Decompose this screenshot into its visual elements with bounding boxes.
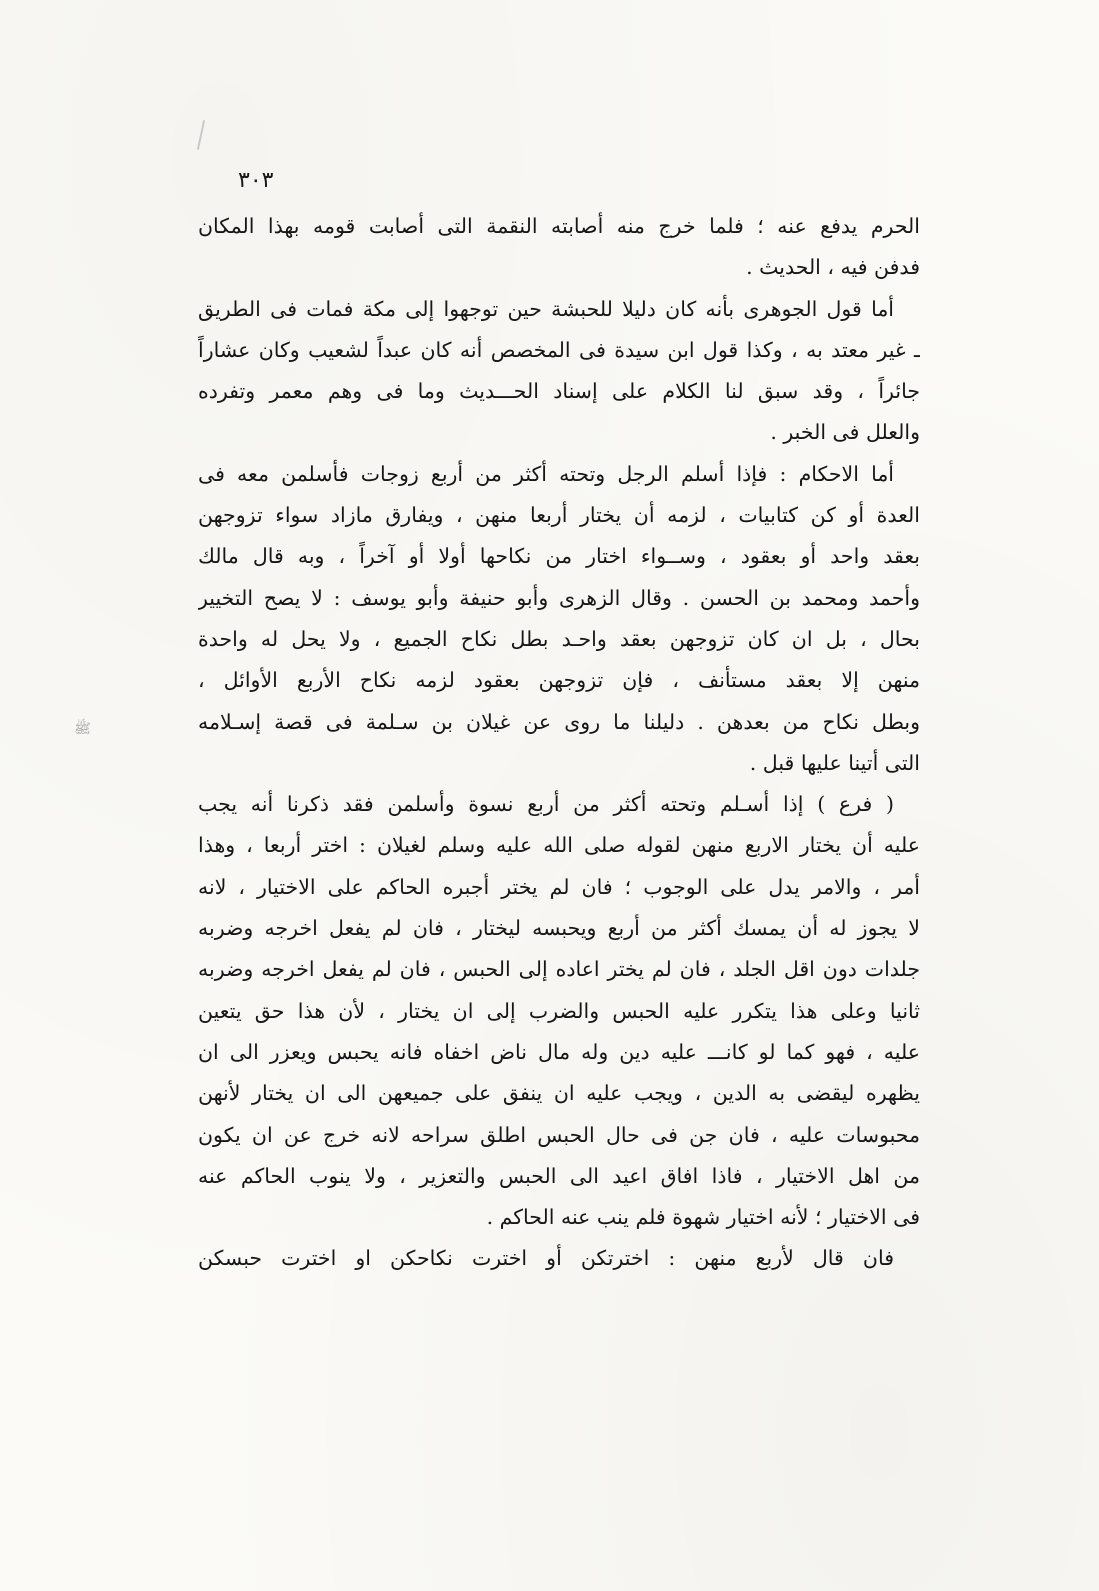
text-line: أمر ، والامر يدل على الوجوب ؛ فان لم يختر أجبره الحاكم على الاختيار ، لانه (198, 874, 920, 899)
text-line: جلدات دون اقل الجلد ، فان لم يختر اعاده إلى الحبس ، فان لم يفعل اخرجه وضربه (198, 957, 920, 982)
text-line: جائراً ، وقد سبق لنا الكلام على إسناد الحـــديث وما فى وهم معمر وتفرده (198, 379, 920, 404)
text-line: محبوسات عليه ، فان جن فى حال الحبس اطلق سراحه لانه خرج عن ان يكون (198, 1122, 920, 1147)
text-line: وبطل نكاح من بعدهن . دليلنا ما روى عن غيلان بن سـلمة فى قصة إسـلامه (198, 709, 920, 734)
margin-mark: ﷺ (74, 721, 91, 737)
text-line: أما الاحكام : فإذا أسلم الرجل وتحته أكثر من أربع زوجات فأسلمن معه فى (198, 461, 894, 486)
text-line: يظهره ليقضى به الدين ، ويجب عليه ان ينفق على جميعهن الى ان يختار لأنهن (198, 1081, 920, 1106)
text-line: فى الاختيار ؛ لأنه اختيار شهوة فلم ينب عنه الحاكم . (486, 1205, 920, 1230)
text-line: لا يجوز له أن يمسك أكثر من أربع ويحبسه ليختار ، فان لم يفعل اخرجه وضربه (198, 916, 920, 941)
text-line: وأحمد ومحمد بن الحسن . وقال الزهرى وأبو حنيفة وأبو يوسف : لا يصح التخيير (198, 585, 920, 610)
text-line: العدة أو كن كتابيات ، لزمه أن يختار أربعا منهن ، ويفارق مازاد سواء تزوجهن (198, 503, 920, 528)
text-line: والعلل فى الخبر . (770, 420, 920, 445)
text-line: ( فرع ) إذا أسـلم وتحته أكثر من أربع نسوة وأسلمن فقد ذكرنا أنه يجب (198, 792, 894, 817)
text-line: فان قال لأربع منهن : اخترتكن أو اخترت نكاحكن او اخترت حبسكن (198, 1246, 894, 1271)
text-line: عليه ، فهو كما لو كانـــ عليه دين وله مال ناض اخفاه فانه يحبس ويعزر الى ان (198, 1039, 920, 1064)
page-number: ٣٠٣ (238, 168, 274, 193)
text-line: بحال ، بل ان كان تزوجهن بعقد واحـد بطل نكاح الجميع ، ولا يحل له واحدة (198, 626, 920, 651)
text-line: بعقد واحد أو بعقود ، وســواء اختار من نكاحها أولا أو آخراً ، وبه قال مالك (198, 544, 920, 569)
text-line: عليه أن يختار الاربع منهن لقوله صلى الله عليه وسلم لغيلان : اختر أربعا ، وهذا (198, 833, 920, 858)
text-line: الحرم يدفع عنه ؛ فلما خرج منه أصابته النقمة التى أصابت قومه بهذا المكان (198, 214, 920, 238)
text-line: من اهل الاختيار ، فاذا افاق اعيد الى الحبس والتعزير ، ولا ينوب الحاكم عنه (198, 1163, 920, 1188)
text-line: التى أتينا عليها قبل . (749, 750, 920, 775)
text-line: ثانيا وعلى هذا يتكرر عليه الحبس والضرب إلى ان يختار ، لأن هذا حق يتعين (198, 998, 920, 1023)
text-line: فدفن فيه ، الحديث . (746, 255, 920, 280)
text-line: ـ غير معتد به ، وكذا قول ابن سيدة فى المخصص أنه كان عبداً لشعيب وكان عشاراً (198, 337, 920, 362)
text-line: منهن إلا بعقد مستأنف ، فإن تزوجهن بعقود لزمه نكاح الأربع الأوائل ، (198, 668, 920, 693)
pencil-mark (197, 120, 205, 150)
text-line: أما قول الجوهرى بأنه كان دليلا للحبشة حين توجهوا إلى مكة فمات فى الطريق (198, 296, 894, 321)
body-text (198, 206, 920, 1280)
